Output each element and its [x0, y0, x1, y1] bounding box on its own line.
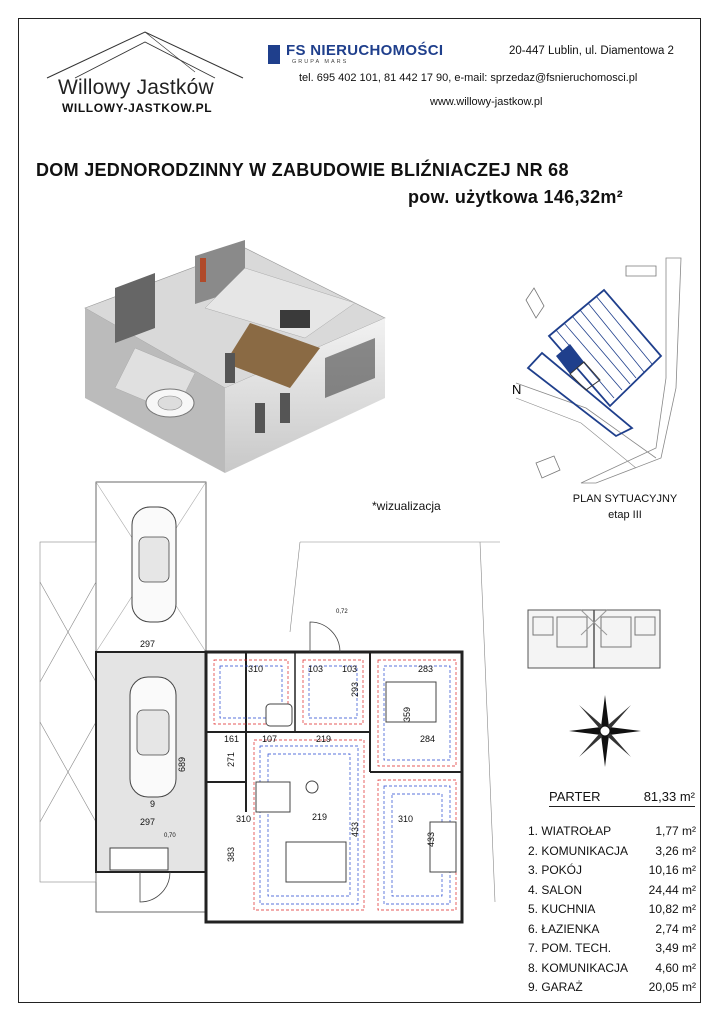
- list-item: 2. KOMUNIKACJA 3,26 m²: [528, 843, 696, 858]
- dim-garage-width: 297: [140, 639, 156, 649]
- page-title: DOM JEDNORODZINNY W ZABUDOWIE BLIŹNIACZEJ NR 68: [36, 160, 569, 180]
- site-plan-label: PLAN SYTUACYJNY: [572, 493, 678, 505]
- floor-area: 81,33 m²: [643, 789, 695, 804]
- dim-219a: 219: [316, 734, 332, 744]
- dim-284: 284: [420, 734, 436, 744]
- company-contact: tel. 695 402 101, 81 442 17 90, e-mail: sprzedaz@fsnieruchomosci.pl: [299, 72, 638, 84]
- dim-383: 383: [226, 846, 236, 862]
- dim-433: 433: [350, 821, 360, 837]
- dim-garage-depth: 689: [177, 756, 187, 772]
- site-plan: [512, 258, 696, 483]
- level-mark-1: 0,72: [336, 609, 348, 615]
- dim-107: 107: [262, 734, 278, 744]
- company-website[interactable]: www.willowy-jastkow.pl: [430, 96, 543, 108]
- dim-219b: 219: [312, 812, 328, 822]
- list-item: 8. KOMUNIKACJA 4,60 m²: [528, 960, 696, 975]
- company-address: 20-447 Lublin, ul. Diamentowa 2: [509, 45, 674, 57]
- dim-271: 271: [226, 751, 236, 767]
- floor-name: PARTER: [549, 789, 601, 804]
- visualization-note: *wizualizacja: [372, 499, 441, 513]
- dim-103a: 103: [308, 664, 324, 674]
- dim-283a: 283: [418, 664, 434, 674]
- company-logo-icon: [268, 45, 280, 64]
- dim-310b: 310: [236, 814, 252, 824]
- dim-293: 293: [350, 681, 360, 697]
- garage-number: 9: [150, 799, 156, 809]
- brand-name: Willowy Jastków: [58, 76, 214, 99]
- list-item: 6. ŁAZIENKA 2,74 m²: [528, 921, 696, 936]
- list-item: 9. GARAŻ 20,05 m²: [528, 980, 696, 994]
- compass-icon: [567, 693, 643, 769]
- room-list: [528, 824, 696, 1000]
- car-garage-icon: [130, 677, 176, 797]
- list-item: 3. POKÓJ 10,16 m²: [528, 863, 696, 877]
- list-item: 5. KUCHNIA 10,82 m²: [528, 902, 696, 916]
- list-item: 7. POM. TECH. 3,49 m²: [528, 941, 696, 955]
- dim-103b: 103: [342, 664, 358, 674]
- list-item: 4. SALON 24,44 m²: [528, 882, 696, 897]
- floor-plan: [40, 482, 500, 922]
- dim-garage-width-bottom: 297: [140, 817, 156, 827]
- house-visualization: [75, 228, 395, 478]
- floor-summary: [549, 789, 695, 807]
- dim-310a: 310: [248, 664, 264, 674]
- usable-area: pow. użytkowa 146,32m²: [408, 187, 623, 207]
- car-top-icon: [132, 507, 176, 622]
- level-mark-2: 0,70: [164, 833, 176, 839]
- dim-433b: 433: [426, 831, 436, 847]
- list-item: 1. WIATROŁAP 1,77 m²: [528, 824, 696, 838]
- dim-359: 359: [402, 706, 412, 722]
- company-group: GRUPA MARS: [292, 59, 349, 65]
- company-name: FS NIERUCHOMOŚCI: [286, 42, 444, 59]
- dim-310c: 310: [398, 814, 414, 824]
- roof-logo-icon: [45, 28, 245, 80]
- brand-url: WILLOWY-JASTKOW.PL: [62, 101, 213, 115]
- dim-161: 161: [224, 734, 240, 744]
- site-plan-stage: etap III: [608, 509, 642, 521]
- key-plan: [523, 605, 668, 673]
- north-label: N: [512, 382, 522, 397]
